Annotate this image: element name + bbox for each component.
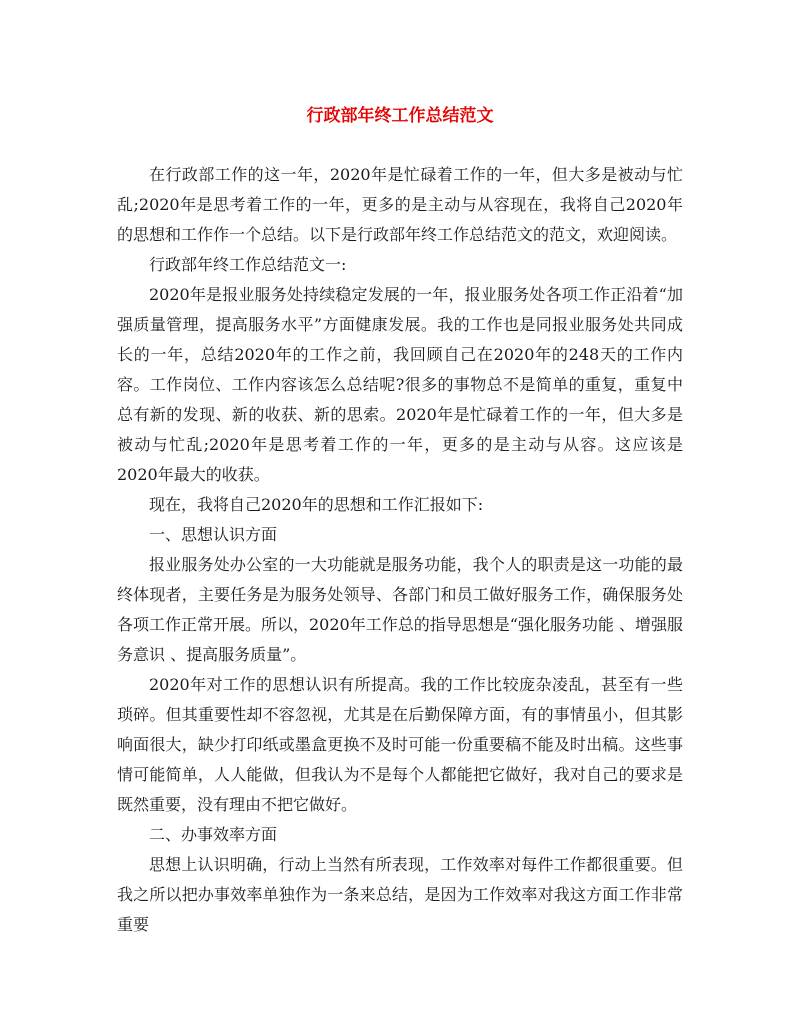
- paragraph-intro: 在行政部工作的这一年，2020年是忙碌着工作的一年，但大多是被动与忙乱;2020年是思考着工作的一年，更多的是主动与从容现在，我将自己2020年的思想和工作作一个总结。以下是行政部年终工作总结范文的范文，欢迎阅读。: [117, 165, 683, 244]
- paragraph-overview: 2020年是报业服务处持续稳定发展的一年，报业服务处各项工作正沿着“加强质量管理，提高服务水平”方面健康发展。我的工作也是同报业服务处共同成长的一年，总结2020年的工作之前，我回顾自己在2020年的248天的工作内容。工作岗位、工作内容该怎么总结呢?很多的事物总不是简单的重复，重复中总有新的发现、新的收获、新的思索。2020年是忙碌着工作的一年，但大多是被动与忙乱;2020年是思考着工作的一年，更多的是主动与从容。这应该是2020年最大的收获。: [117, 285, 683, 484]
- section-heading-sample-one: 行政部年终工作总结范文一:: [149, 255, 347, 274]
- document-title: 行政部年终工作总结范文: [306, 106, 494, 126]
- section-heading-efficiency: 二、办事效率方面: [149, 825, 278, 844]
- paragraph-awareness: 2020年对工作的思想认识有所提高。我的工作比较庞杂凌乱，甚至有一些琐碎。但其重要性却不容忽视，尤其是在后勤保障方面，有的事情虽小，但其影响面很大，缺少打印纸或墨盒更换不及时可能一份重要稿不能及时出稿。这些事情可能简单，人人能做，但我认为不是每个人都能把它做好，我对自己的要求是既然重要，没有理由不把它做好。: [117, 675, 683, 814]
- paragraph-service-function: 报业服务处办公室的一大功能就是服务功能，我个人的职责是这一功能的最终体现者，主要任务是为服务处领导、各部门和员工做好服务工作，确保服务处各项工作正常开展。所以，2020年工作总的指导思想是“强化服务功能 、增强服务意识 、提高服务质量”。: [117, 555, 683, 664]
- document-body: [117, 160, 683, 940]
- section-heading-ideology: 一、思想认识方面: [149, 525, 278, 544]
- paragraph-report-intro: 现在，我将自己2020年的思想和工作汇报如下:: [149, 495, 484, 514]
- paragraph-efficiency: 思想上认识明确，行动上当然有所表现，工作效率对每件工作都很重要。但我之所以把办事效率单独作为一条来总结，是因为工作效率对我这方面工作非常重要: [117, 855, 683, 934]
